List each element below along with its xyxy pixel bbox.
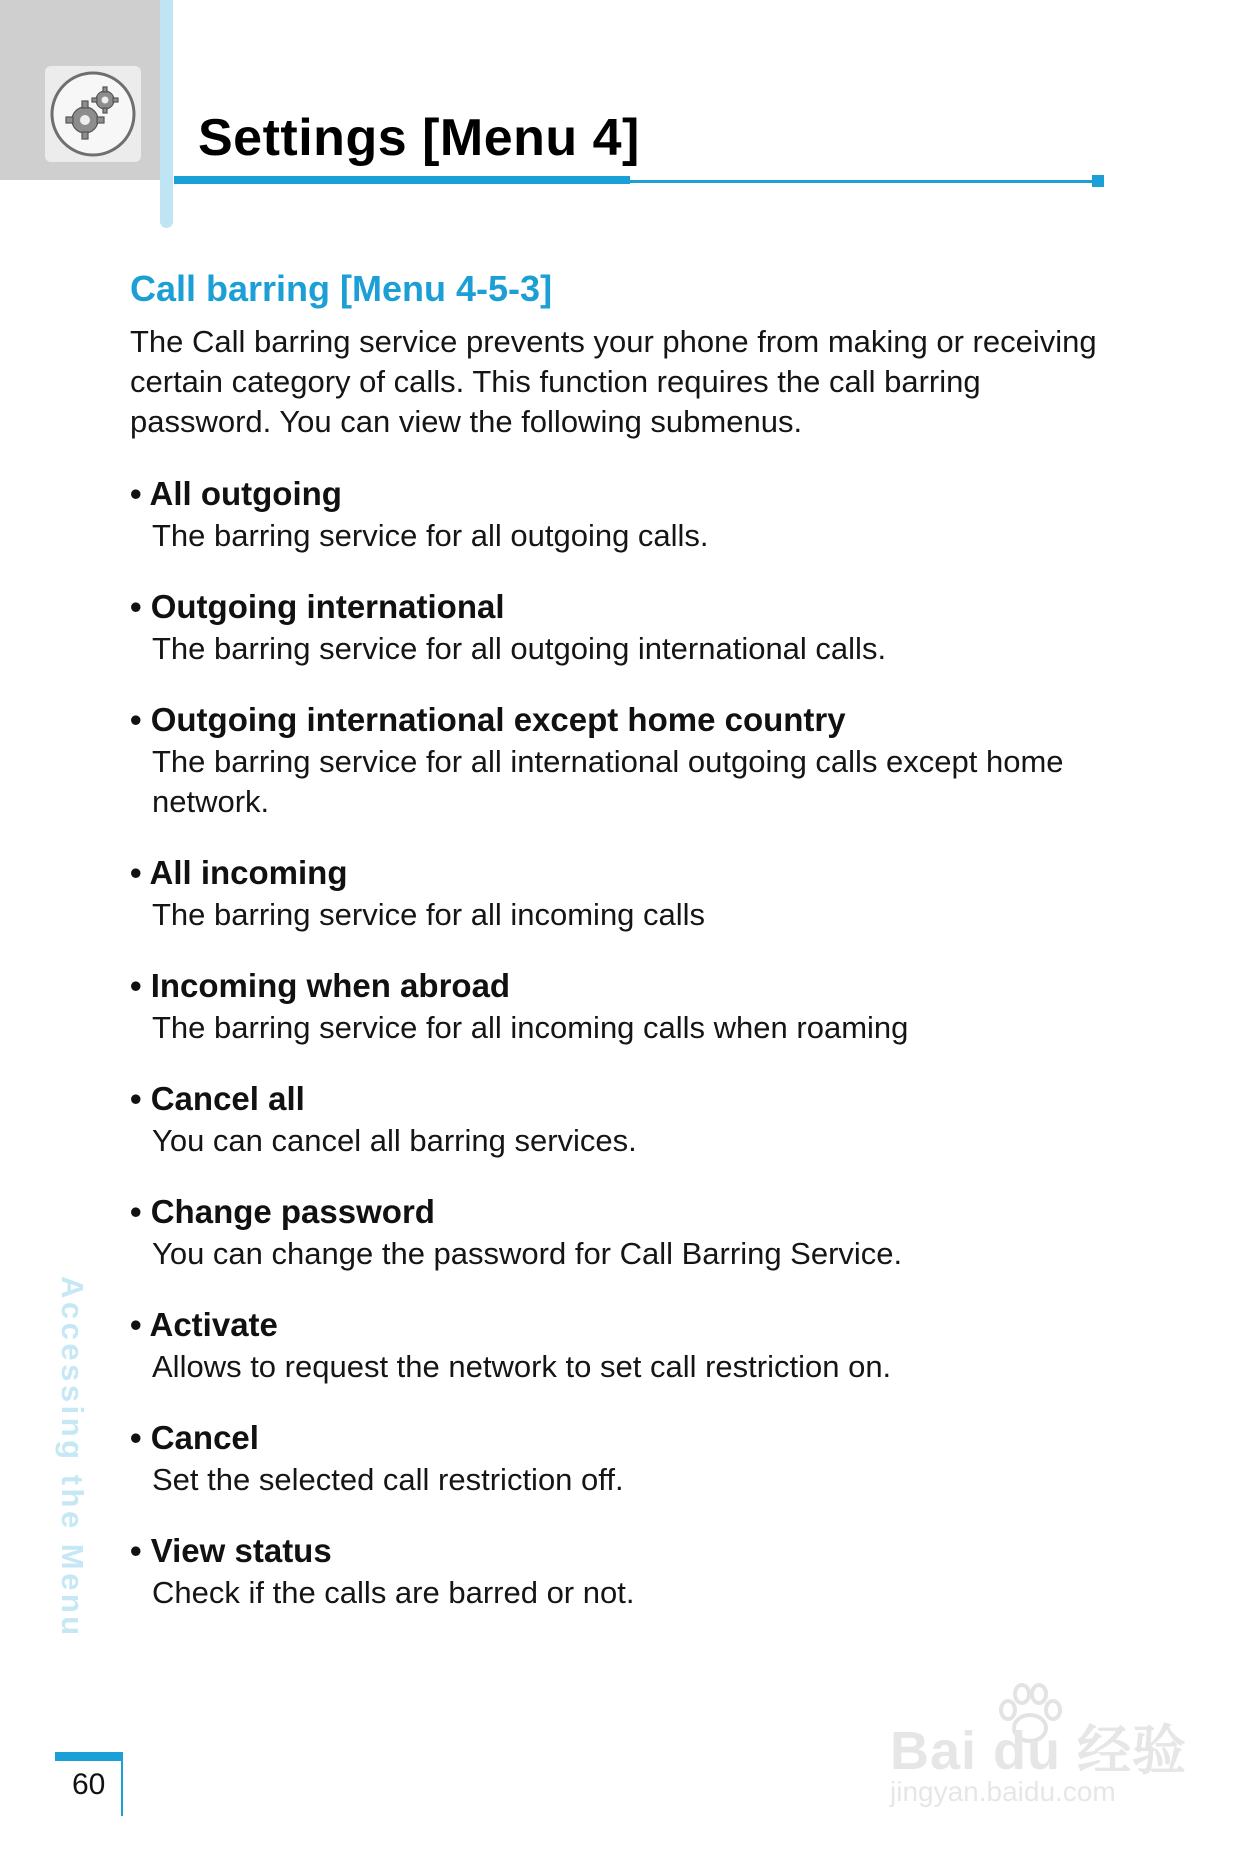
side-tab-label: Accessing the Menu <box>55 1276 90 1639</box>
list-item <box>130 585 1130 669</box>
page-number-divider <box>121 1752 123 1816</box>
item-description: Allows to request the network to set call restriction on. <box>152 1349 892 1384</box>
item-title: • Cancel <box>130 1419 259 1456</box>
header-vertical-bar <box>160 0 173 228</box>
settings-gears-icon <box>45 66 141 162</box>
list-item <box>130 1077 1130 1161</box>
list-item <box>130 1190 1130 1274</box>
item-title: • Activate <box>130 1306 278 1343</box>
item-title: • Cancel all <box>130 1080 305 1117</box>
title-underline-endcap <box>1092 175 1104 187</box>
item-title: • Outgoing international except home country <box>130 701 846 738</box>
item-title: • Incoming when abroad <box>130 967 511 1004</box>
list-item <box>130 964 1130 1048</box>
item-description: The barring service for all international outgoing calls except home network. <box>152 744 1064 819</box>
list-item <box>130 1529 1130 1613</box>
watermark-text: Bai du 经验 <box>890 1721 1188 1781</box>
main-content <box>130 268 1130 1642</box>
item-description: You can change the password for Call Barring Service. <box>152 1236 903 1271</box>
page-number: 60 <box>72 1768 106 1801</box>
item-title: • All outgoing <box>130 475 342 512</box>
list-item <box>130 851 1130 935</box>
item-description: Check if the calls are barred or not. <box>152 1575 635 1610</box>
item-description: The barring service for all incoming calls when roaming <box>152 1010 909 1045</box>
submenu-list <box>130 472 1130 1613</box>
baidu-watermark <box>880 1680 1188 1820</box>
list-item <box>130 1416 1130 1500</box>
item-title: • All incoming <box>130 854 348 891</box>
item-description: The barring service for all incoming calls <box>152 897 706 932</box>
title-underline-thick <box>174 176 630 184</box>
item-title: • Change password <box>130 1193 435 1230</box>
section-heading: Call barring [Menu 4-5-3] <box>130 268 553 309</box>
list-item <box>130 698 1130 822</box>
page-number-bar <box>55 1752 123 1761</box>
item-description: The barring service for all outgoing calls. <box>152 518 709 553</box>
item-description: The barring service for all outgoing international calls. <box>152 631 887 666</box>
item-description: Set the selected call restriction off. <box>152 1462 624 1497</box>
list-item <box>130 472 1130 556</box>
list-item <box>130 1303 1130 1387</box>
page-title: Settings [Menu 4] <box>198 109 640 167</box>
item-title: • View status <box>130 1532 332 1569</box>
title-underline-thin <box>630 180 1092 183</box>
item-title: • Outgoing international <box>130 588 505 625</box>
section-intro: The Call barring service prevents your phone from making or receiving certain category of calls. This function requires the call barring password. You can view the following submenus. <box>130 324 1097 439</box>
item-description: You can cancel all barring services. <box>152 1123 637 1158</box>
watermark-url: jingyan.baidu.com <box>890 1776 1116 1807</box>
